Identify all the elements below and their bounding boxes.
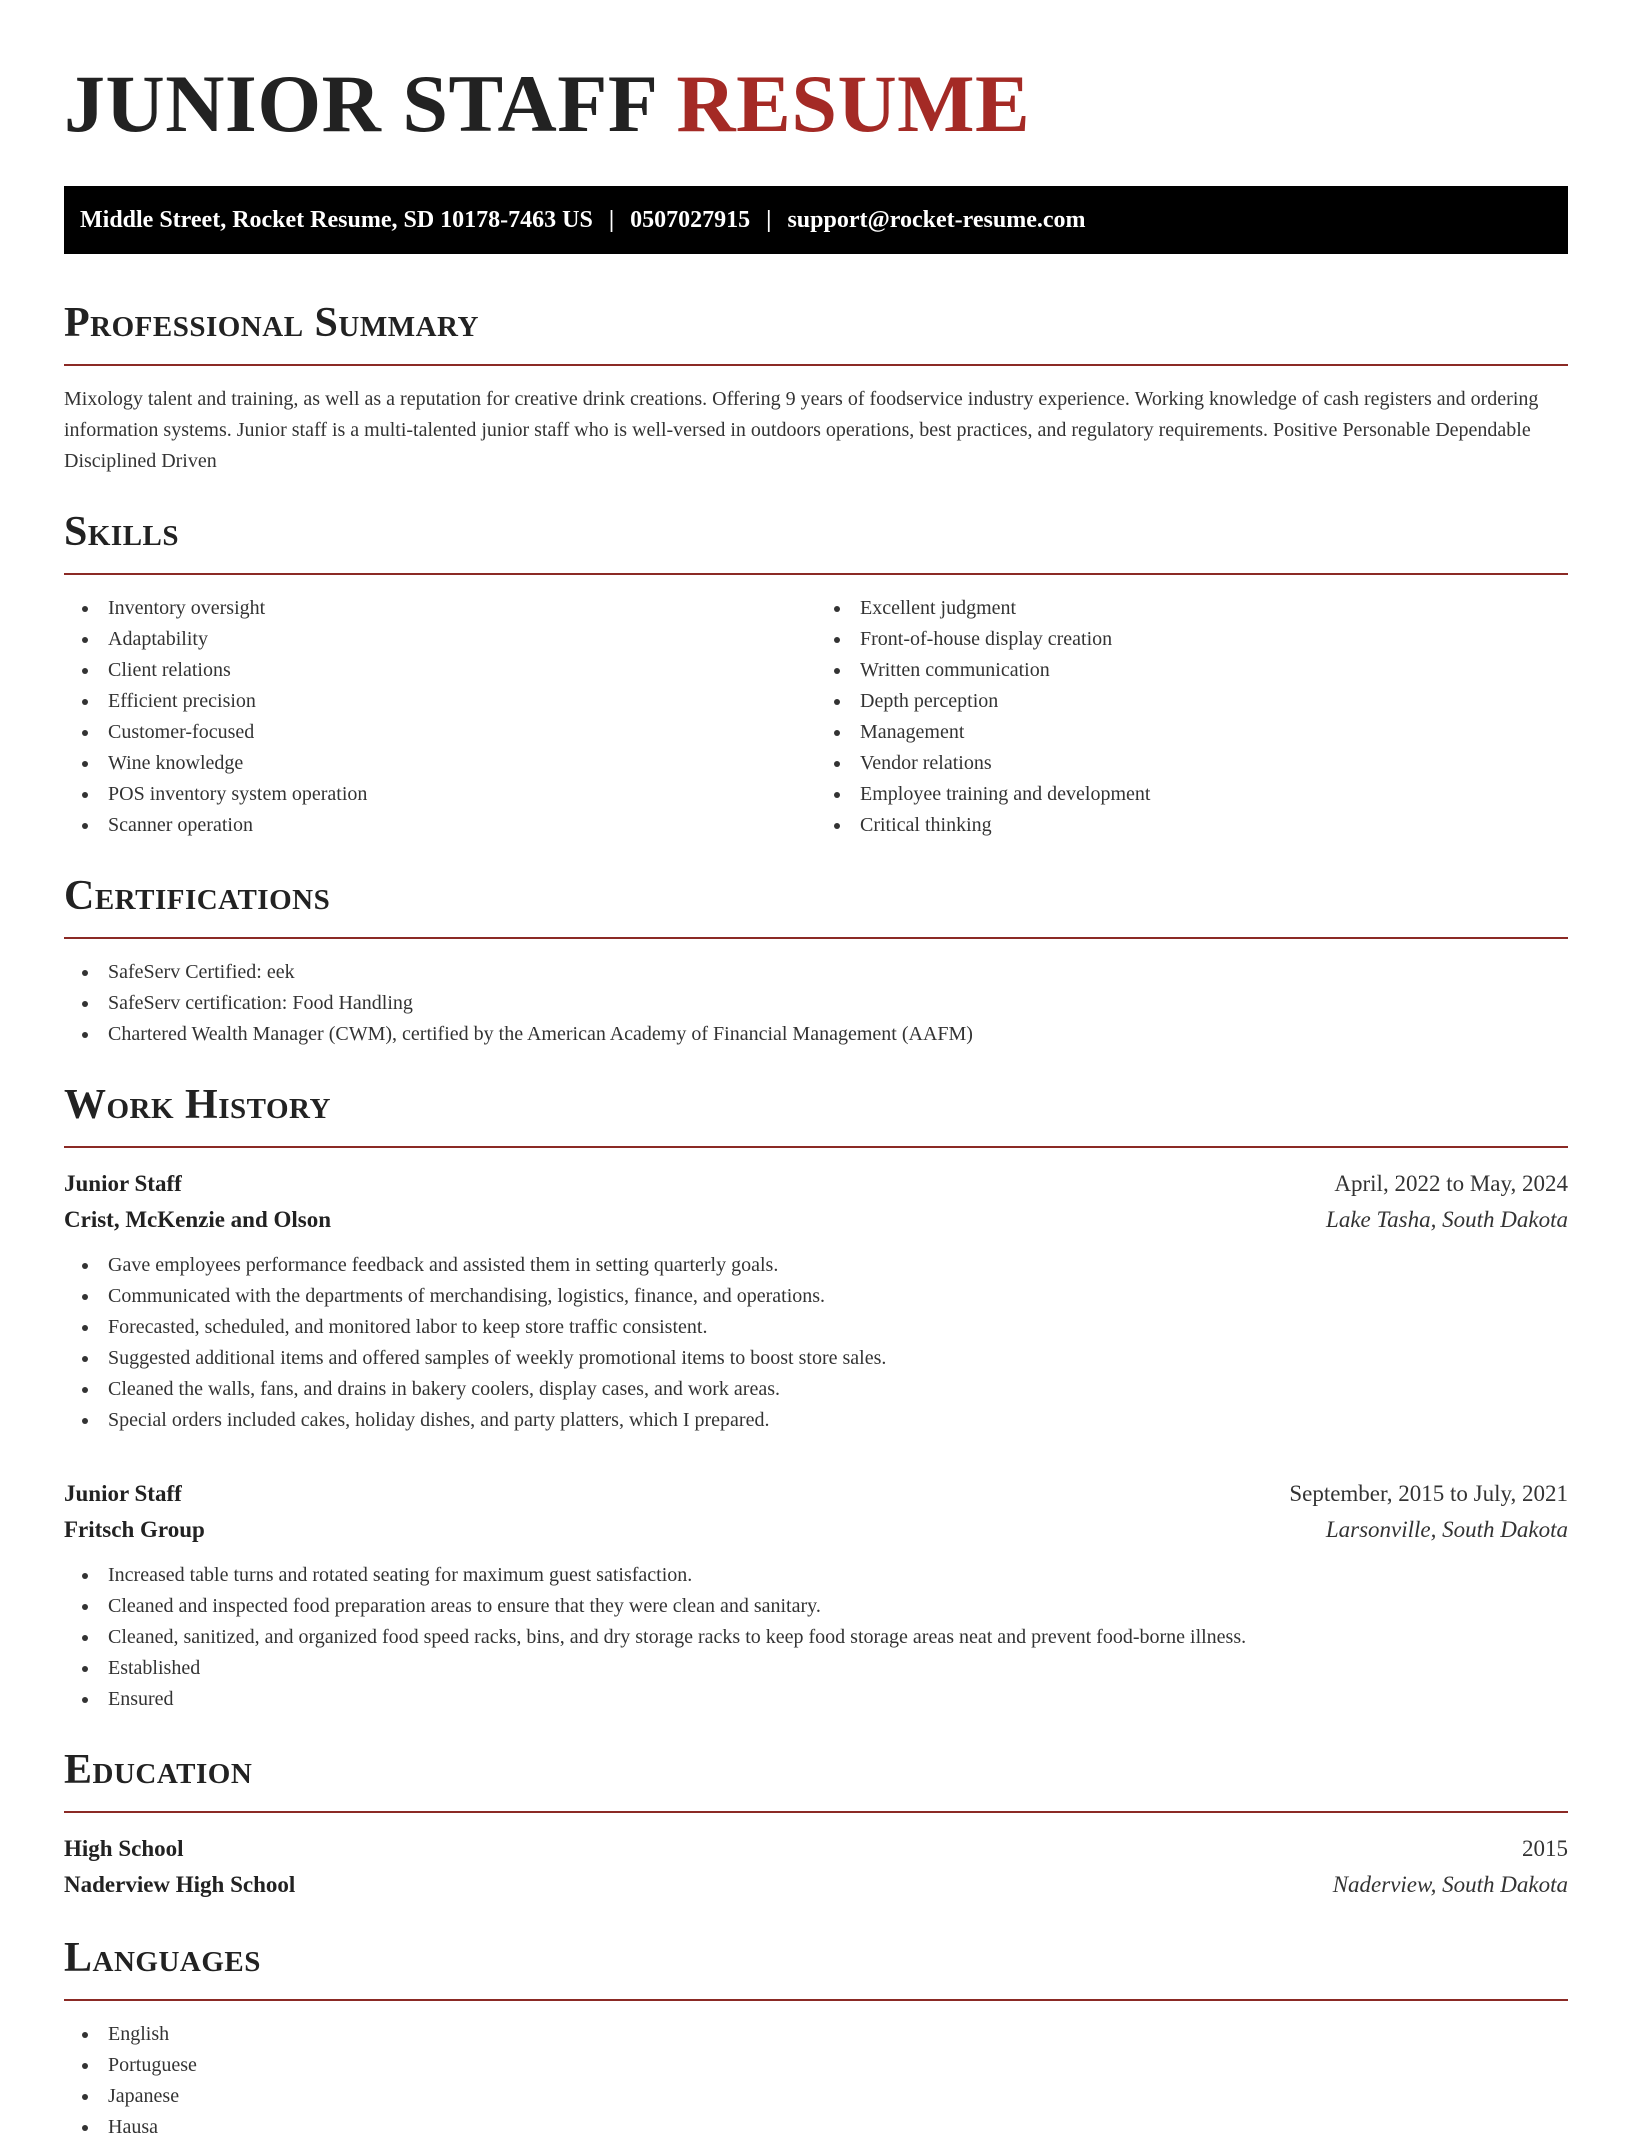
- title-accent: RESUME: [676, 58, 1031, 149]
- education-school-row: [64, 1867, 1568, 1903]
- skill-item: Written communication: [816, 655, 1568, 686]
- job-duties-list: [64, 1250, 1568, 1436]
- skills-section: [64, 507, 1568, 841]
- certification-item: SafeServ certification: Food Handling: [64, 988, 1568, 1019]
- skills-columns: [64, 593, 1568, 841]
- education-degree: High School: [64, 1836, 184, 1861]
- skill-item: Customer-focused: [64, 717, 816, 748]
- job-duty-item: Special orders included cakes, holiday dishes, and party platters, which I prepared.: [64, 1405, 1568, 1436]
- section-heading-certifications: Certifications: [64, 873, 331, 919]
- section-heading-languages: Languages: [64, 1935, 261, 1981]
- education-school: Naderview High School: [64, 1872, 296, 1897]
- skill-item: POS inventory system operation: [64, 779, 816, 810]
- language-item: Portuguese: [64, 2050, 1568, 2081]
- title-main: JUNIOR STAFF: [64, 58, 656, 149]
- contact-separator: |: [608, 206, 615, 233]
- summary-section: [64, 298, 1568, 477]
- skills-list-left: [64, 593, 816, 841]
- contact-separator: |: [766, 206, 772, 233]
- section-divider: [64, 364, 1568, 366]
- section-divider: [64, 937, 1568, 939]
- job-duty-item: Increased table turns and rotated seating for maximum guest satisfaction.: [64, 1560, 1568, 1591]
- job-company-row: [64, 1202, 1568, 1238]
- section-heading-education: Education: [64, 1747, 253, 1793]
- section-heading-work-history: Work History: [64, 1082, 331, 1128]
- language-item: English: [64, 2019, 1568, 2050]
- certification-item: SafeServ Certified: eek: [64, 957, 1568, 988]
- contact-bar: [64, 186, 1568, 254]
- resume-title: [64, 56, 1568, 152]
- skill-item: Employee training and development: [816, 779, 1568, 810]
- skill-item: Front-of-house display creation: [816, 624, 1568, 655]
- languages-list: [64, 2019, 1568, 2143]
- section-divider: [64, 573, 1568, 575]
- job-duty-item: Cleaned the walls, fans, and drains in bakery coolers, display cases, and work areas.: [64, 1374, 1568, 1405]
- skills-list-right: [816, 593, 1568, 841]
- job-entry: [64, 1166, 1568, 1436]
- job-entry: [64, 1476, 1568, 1715]
- job-location: Lake Tasha, South Dakota: [1326, 1207, 1568, 1232]
- skill-item: Inventory oversight: [64, 593, 816, 624]
- education-location: Naderview, South Dakota: [1332, 1872, 1568, 1897]
- skill-item: Critical thinking: [816, 810, 1568, 841]
- job-title: Junior Staff: [64, 1171, 182, 1196]
- job-duty-item: Cleaned and inspected food preparation areas to ensure that they were clean and sanitary.: [64, 1591, 1568, 1622]
- skill-item: Client relations: [64, 655, 816, 686]
- certification-item: Chartered Wealth Manager (CWM), certified by the American Academy of Financial Management (AAFM): [64, 1019, 1568, 1050]
- section-heading-skills: Skills: [64, 509, 180, 555]
- contact-email[interactable]: support@rocket-resume.com: [787, 206, 1086, 233]
- education-year: 2015: [1522, 1836, 1568, 1861]
- skill-item: Wine knowledge: [64, 748, 816, 779]
- section-heading-summary: Professional Summary: [64, 300, 479, 346]
- job-duty-item: Cleaned, sanitized, and organized food speed racks, bins, and dry storage racks to keep food storage areas neat and prevent food-borne illness.: [64, 1622, 1568, 1653]
- job-company: Fritsch Group: [64, 1517, 205, 1542]
- job-location: Larsonville, South Dakota: [1325, 1517, 1568, 1542]
- job-title: Junior Staff: [64, 1481, 182, 1506]
- skill-item: Management: [816, 717, 1568, 748]
- job-company-row: [64, 1512, 1568, 1548]
- certifications-list: [64, 957, 1568, 1050]
- education-section: [64, 1745, 1568, 1903]
- section-divider: [64, 1811, 1568, 1813]
- skill-item: Depth perception: [816, 686, 1568, 717]
- job-dates: September, 2015 to July, 2021: [1289, 1481, 1568, 1506]
- job-title-row: [64, 1166, 1568, 1202]
- job-duty-item: Established: [64, 1653, 1568, 1684]
- summary-text: Mixology talent and training, as well as a reputation for creative drink creations. Offering 9 years of foodservice industry experience. Working knowledge of cash registers and ordering information systems. Junior staff is a multi-talented junior staff who is well-versed in outdoors operations, best practices, and regulatory requirements. Positive Personable Dependable Disciplined Driven: [64, 388, 1539, 472]
- section-divider: [64, 1146, 1568, 1148]
- skill-item: Excellent judgment: [816, 593, 1568, 624]
- job-duty-item: Suggested additional items and offered samples of weekly promotional items to boost store sales.: [64, 1343, 1568, 1374]
- skill-item: Adaptability: [64, 624, 816, 655]
- contact-phone: 0507027915: [630, 206, 751, 233]
- job-duty-item: Ensured: [64, 1684, 1568, 1715]
- language-item: Hausa: [64, 2112, 1568, 2143]
- skill-item: Vendor relations: [816, 748, 1568, 779]
- language-item: Japanese: [64, 2081, 1568, 2112]
- section-divider: [64, 1999, 1568, 2001]
- work-history-section: [64, 1080, 1568, 1715]
- job-duties-list: [64, 1560, 1568, 1715]
- education-degree-row: [64, 1831, 1568, 1867]
- job-duty-item: Communicated with the departments of merchandising, logistics, finance, and operations.: [64, 1281, 1568, 1312]
- skill-item: Scanner operation: [64, 810, 816, 841]
- job-dates: April, 2022 to May, 2024: [1334, 1171, 1568, 1196]
- job-duty-item: Gave employees performance feedback and assisted them in setting quarterly goals.: [64, 1250, 1568, 1281]
- certifications-section: [64, 871, 1568, 1050]
- job-title-row: [64, 1476, 1568, 1512]
- job-duty-item: Forecasted, scheduled, and monitored labor to keep store traffic consistent.: [64, 1312, 1568, 1343]
- skill-item: Efficient precision: [64, 686, 816, 717]
- job-company: Crist, McKenzie and Olson: [64, 1207, 332, 1232]
- contact-address: Middle Street, Rocket Resume, SD 10178-7463 US: [80, 206, 593, 233]
